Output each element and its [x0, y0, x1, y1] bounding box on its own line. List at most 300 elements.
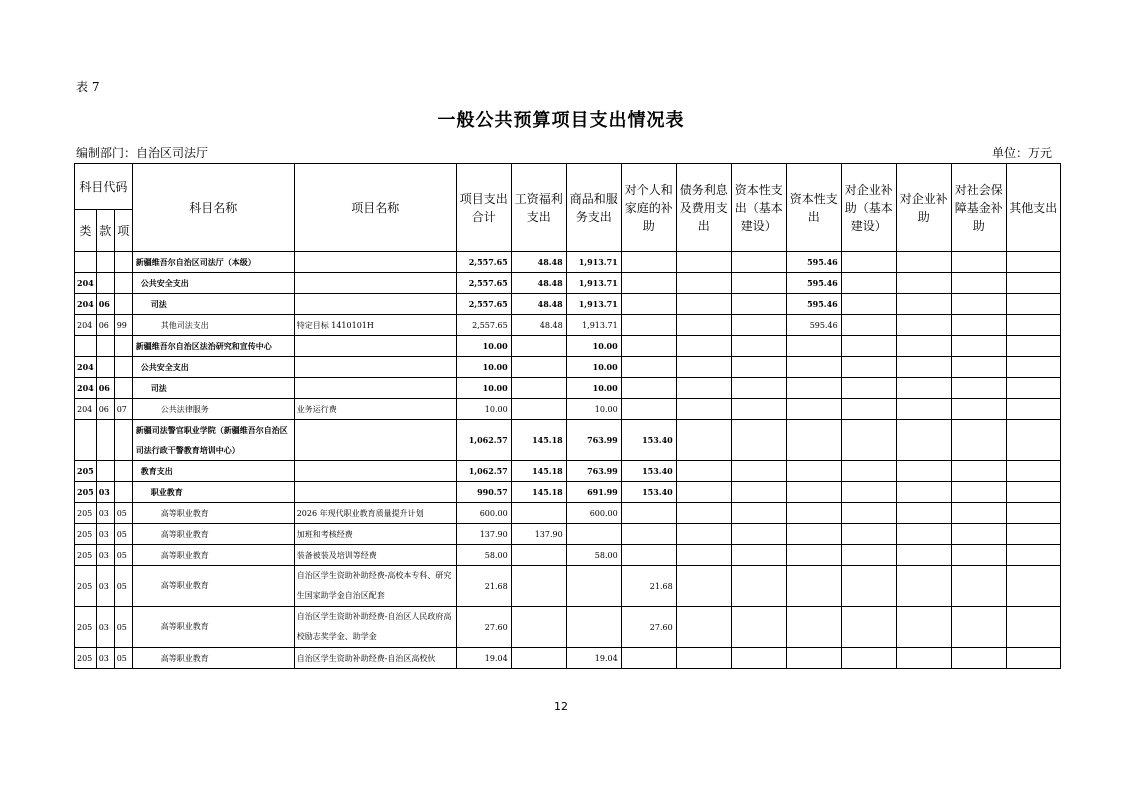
table-row	[75, 273, 1061, 294]
cell-kuan: 03	[96, 648, 114, 669]
cell-project-name	[294, 273, 456, 294]
cell-salary	[511, 607, 566, 648]
table-row	[75, 294, 1061, 315]
cell-personal	[621, 273, 676, 294]
cell-social	[951, 566, 1006, 607]
cell-xiang: 05	[114, 524, 132, 545]
cell-subject-name: 高等职业教育	[132, 566, 294, 607]
cell-kuan: 06	[96, 399, 114, 420]
cell-goods: 58.00	[566, 545, 621, 566]
cell-capital	[786, 545, 841, 566]
cell-social	[951, 524, 1006, 545]
cell-debt	[676, 252, 731, 273]
cell-total: 2,557.65	[456, 315, 511, 336]
cell-capital-basic	[731, 378, 786, 399]
cell-capital-basic	[731, 482, 786, 503]
cell-enterprise	[896, 607, 951, 648]
table-row	[75, 461, 1061, 482]
cell-kuan	[96, 420, 114, 461]
cell-other	[1006, 461, 1060, 482]
cell-salary	[511, 357, 566, 378]
department-label: 编制部门：自治区司法厅	[76, 146, 209, 160]
cell-goods	[566, 566, 621, 607]
table-row	[75, 399, 1061, 420]
cell-kuan: 03	[96, 545, 114, 566]
cell-personal	[621, 294, 676, 315]
cell-capital	[786, 503, 841, 524]
cell-lei: 204	[75, 357, 97, 378]
header-xiang: 项	[114, 210, 132, 252]
cell-xiang	[114, 357, 132, 378]
cell-lei: 205	[75, 461, 97, 482]
cell-subject-name: 新疆维吾尔自治区法治研究和宣传中心	[132, 336, 294, 357]
cell-enterprise-basic	[841, 399, 896, 420]
cell-xiang: 99	[114, 315, 132, 336]
cell-debt	[676, 524, 731, 545]
cell-salary: 48.48	[511, 273, 566, 294]
table-row	[75, 566, 1061, 607]
cell-social	[951, 315, 1006, 336]
cell-total: 19.04	[456, 648, 511, 669]
cell-debt	[676, 503, 731, 524]
cell-capital: 595.46	[786, 294, 841, 315]
header-capital-basic: 资本性支出（基本建设）	[731, 164, 786, 252]
cell-enterprise	[896, 420, 951, 461]
cell-project-name: 装备被装及培训等经费	[294, 545, 456, 566]
cell-personal	[621, 357, 676, 378]
cell-social	[951, 252, 1006, 273]
cell-capital-basic	[731, 648, 786, 669]
cell-capital	[786, 524, 841, 545]
cell-enterprise-basic	[841, 503, 896, 524]
cell-goods: 600.00	[566, 503, 621, 524]
cell-personal	[621, 336, 676, 357]
cell-capital	[786, 648, 841, 669]
cell-subject-name: 司法	[132, 378, 294, 399]
cell-other	[1006, 524, 1060, 545]
cell-enterprise	[896, 315, 951, 336]
cell-xiang	[114, 252, 132, 273]
cell-enterprise-basic	[841, 607, 896, 648]
cell-enterprise	[896, 336, 951, 357]
page-number: 12	[554, 700, 568, 713]
cell-xiang: 05	[114, 607, 132, 648]
cell-kuan	[96, 273, 114, 294]
cell-lei: 205	[75, 482, 97, 503]
header-other: 其他支出	[1006, 164, 1060, 252]
cell-social	[951, 482, 1006, 503]
cell-lei: 205	[75, 566, 97, 607]
cell-salary: 145.18	[511, 482, 566, 503]
cell-total: 27.60	[456, 607, 511, 648]
cell-lei: 205	[75, 503, 97, 524]
cell-lei: 204	[75, 378, 97, 399]
cell-total: 10.00	[456, 336, 511, 357]
cell-project-name: 自治区学生资助补助经费-自治区人民政府高校励志奖学金、助学金	[294, 607, 456, 648]
cell-enterprise-basic	[841, 315, 896, 336]
cell-capital-basic	[731, 420, 786, 461]
cell-subject-name: 高等职业教育	[132, 607, 294, 648]
header-social: 对社会保障基金补助	[951, 164, 1006, 252]
cell-subject-name: 教育支出	[132, 461, 294, 482]
cell-enterprise	[896, 503, 951, 524]
cell-xiang: 05	[114, 566, 132, 607]
cell-xiang: 05	[114, 545, 132, 566]
cell-enterprise-basic	[841, 482, 896, 503]
cell-goods: 19.04	[566, 648, 621, 669]
cell-subject-name: 高等职业教育	[132, 503, 294, 524]
cell-personal	[621, 524, 676, 545]
cell-other	[1006, 273, 1060, 294]
cell-salary	[511, 336, 566, 357]
table-row	[75, 524, 1061, 545]
cell-personal: 153.40	[621, 461, 676, 482]
cell-social	[951, 503, 1006, 524]
cell-kuan: 03	[96, 566, 114, 607]
cell-goods	[566, 607, 621, 648]
cell-xiang	[114, 336, 132, 357]
cell-social	[951, 378, 1006, 399]
table-row	[75, 482, 1061, 503]
table-row	[75, 607, 1061, 648]
cell-debt	[676, 461, 731, 482]
cell-enterprise-basic	[841, 461, 896, 482]
cell-enterprise-basic	[841, 420, 896, 461]
cell-total: 1,062.57	[456, 461, 511, 482]
cell-salary: 48.48	[511, 294, 566, 315]
cell-kuan	[96, 357, 114, 378]
cell-subject-name: 高等职业教育	[132, 545, 294, 566]
cell-total: 2,557.65	[456, 294, 511, 315]
header-enterprise-basic: 对企业补助（基本建设）	[841, 164, 896, 252]
cell-total: 2,557.65	[456, 273, 511, 294]
cell-total: 10.00	[456, 378, 511, 399]
table-row	[75, 420, 1061, 461]
cell-xiang	[114, 461, 132, 482]
cell-enterprise-basic	[841, 524, 896, 545]
cell-lei: 205	[75, 524, 97, 545]
cell-debt	[676, 378, 731, 399]
cell-total: 137.90	[456, 524, 511, 545]
cell-lei	[75, 336, 97, 357]
cell-salary	[511, 566, 566, 607]
cell-debt	[676, 607, 731, 648]
header-kuan: 款	[96, 210, 114, 252]
cell-capital-basic	[731, 315, 786, 336]
cell-debt	[676, 357, 731, 378]
cell-subject-name: 新疆司法警官职业学院（新疆维吾尔自治区司法行政干警教育培训中心）	[132, 420, 294, 461]
cell-capital	[786, 482, 841, 503]
cell-project-name	[294, 252, 456, 273]
cell-subject-name: 公共安全支出	[132, 357, 294, 378]
cell-lei: 204	[75, 294, 97, 315]
table-row	[75, 252, 1061, 273]
cell-goods: 10.00	[566, 357, 621, 378]
cell-project-name	[294, 357, 456, 378]
cell-subject-name: 高等职业教育	[132, 648, 294, 669]
budget-table	[74, 163, 1061, 669]
cell-project-name: 自治区学生资助补助经费-自治区高校伙	[294, 648, 456, 669]
cell-debt	[676, 420, 731, 461]
cell-enterprise-basic	[841, 336, 896, 357]
header-lei: 类	[75, 210, 97, 252]
cell-enterprise	[896, 378, 951, 399]
cell-capital: 595.46	[786, 315, 841, 336]
cell-goods: 763.99	[566, 461, 621, 482]
cell-enterprise-basic	[841, 252, 896, 273]
cell-goods: 10.00	[566, 378, 621, 399]
page-title: 一般公共预算项目支出情况表	[437, 110, 685, 131]
cell-goods: 763.99	[566, 420, 621, 461]
cell-enterprise-basic	[841, 378, 896, 399]
cell-xiang	[114, 420, 132, 461]
cell-enterprise	[896, 566, 951, 607]
table-row	[75, 648, 1061, 669]
cell-kuan: 03	[96, 482, 114, 503]
cell-kuan: 06	[96, 315, 114, 336]
cell-other	[1006, 420, 1060, 461]
cell-enterprise-basic	[841, 566, 896, 607]
cell-total: 1,062.57	[456, 420, 511, 461]
cell-subject-name: 司法	[132, 294, 294, 315]
cell-project-name	[294, 420, 456, 461]
header-personal: 对个人和家庭的补助	[621, 164, 676, 252]
cell-total: 600.00	[456, 503, 511, 524]
cell-capital	[786, 336, 841, 357]
cell-debt	[676, 648, 731, 669]
cell-social	[951, 357, 1006, 378]
cell-kuan: 03	[96, 607, 114, 648]
cell-personal	[621, 378, 676, 399]
header-salary: 工资福利支出	[511, 164, 566, 252]
cell-lei	[75, 420, 97, 461]
cell-project-name	[294, 378, 456, 399]
cell-subject-name: 高等职业教育	[132, 524, 294, 545]
cell-salary	[511, 545, 566, 566]
header-goods: 商品和服务支出	[566, 164, 621, 252]
cell-lei: 204	[75, 273, 97, 294]
cell-lei	[75, 252, 97, 273]
cell-personal	[621, 503, 676, 524]
cell-project-name: 2026 年现代职业教育质量提升计划	[294, 503, 456, 524]
cell-goods: 1,913.71	[566, 252, 621, 273]
cell-kuan	[96, 336, 114, 357]
cell-other	[1006, 566, 1060, 607]
cell-total: 21.68	[456, 566, 511, 607]
cell-capital: 595.46	[786, 252, 841, 273]
cell-subject-name: 公共法律服务	[132, 399, 294, 420]
cell-enterprise	[896, 252, 951, 273]
cell-goods: 10.00	[566, 336, 621, 357]
cell-other	[1006, 545, 1060, 566]
cell-salary: 145.18	[511, 461, 566, 482]
cell-personal: 153.40	[621, 420, 676, 461]
cell-subject-name: 其他司法支出	[132, 315, 294, 336]
cell-goods: 691.99	[566, 482, 621, 503]
cell-capital-basic	[731, 336, 786, 357]
cell-capital-basic	[731, 252, 786, 273]
cell-social	[951, 420, 1006, 461]
cell-social	[951, 399, 1006, 420]
cell-kuan: 03	[96, 524, 114, 545]
cell-capital-basic	[731, 357, 786, 378]
cell-capital-basic	[731, 273, 786, 294]
cell-debt	[676, 566, 731, 607]
cell-other	[1006, 378, 1060, 399]
table-body	[75, 252, 1061, 669]
cell-goods	[566, 524, 621, 545]
cell-project-name	[294, 461, 456, 482]
cell-capital	[786, 566, 841, 607]
cell-social	[951, 545, 1006, 566]
cell-subject-name: 公共安全支出	[132, 273, 294, 294]
cell-project-name: 业务运行费	[294, 399, 456, 420]
cell-enterprise-basic	[841, 273, 896, 294]
cell-personal	[621, 252, 676, 273]
cell-salary: 145.18	[511, 420, 566, 461]
cell-other	[1006, 294, 1060, 315]
cell-social	[951, 273, 1006, 294]
cell-personal	[621, 545, 676, 566]
cell-xiang	[114, 294, 132, 315]
cell-debt	[676, 315, 731, 336]
table-row	[75, 315, 1061, 336]
cell-capital	[786, 378, 841, 399]
cell-goods: 1,913.71	[566, 315, 621, 336]
cell-salary: 48.48	[511, 252, 566, 273]
cell-total: 990.57	[456, 482, 511, 503]
header-project-name: 项目名称	[294, 164, 456, 252]
cell-other	[1006, 252, 1060, 273]
cell-salary	[511, 399, 566, 420]
table-row	[75, 545, 1061, 566]
cell-lei: 204	[75, 399, 97, 420]
cell-project-name: 特定目标 1410101H	[294, 315, 456, 336]
cell-goods: 10.00	[566, 399, 621, 420]
cell-enterprise-basic	[841, 545, 896, 566]
cell-xiang: 07	[114, 399, 132, 420]
cell-capital-basic	[731, 399, 786, 420]
cell-salary	[511, 648, 566, 669]
cell-enterprise	[896, 648, 951, 669]
table-row	[75, 378, 1061, 399]
cell-other	[1006, 482, 1060, 503]
cell-xiang: 05	[114, 503, 132, 524]
cell-xiang: 05	[114, 648, 132, 669]
cell-project-name	[294, 482, 456, 503]
table-row	[75, 503, 1061, 524]
cell-personal: 27.60	[621, 607, 676, 648]
cell-capital-basic	[731, 461, 786, 482]
cell-other	[1006, 315, 1060, 336]
cell-enterprise	[896, 482, 951, 503]
cell-xiang	[114, 482, 132, 503]
cell-enterprise	[896, 399, 951, 420]
cell-capital-basic	[731, 545, 786, 566]
cell-debt	[676, 336, 731, 357]
cell-capital	[786, 357, 841, 378]
cell-capital	[786, 399, 841, 420]
cell-debt	[676, 273, 731, 294]
cell-personal	[621, 399, 676, 420]
cell-personal	[621, 648, 676, 669]
cell-salary: 137.90	[511, 524, 566, 545]
cell-personal	[621, 315, 676, 336]
cell-other	[1006, 503, 1060, 524]
cell-capital-basic	[731, 503, 786, 524]
cell-enterprise	[896, 357, 951, 378]
cell-capital-basic	[731, 566, 786, 607]
cell-total: 10.00	[456, 357, 511, 378]
cell-salary	[511, 503, 566, 524]
cell-xiang	[114, 273, 132, 294]
unit-label: 单位：万元	[991, 146, 1052, 160]
cell-goods: 1,913.71	[566, 273, 621, 294]
cell-lei: 205	[75, 607, 97, 648]
cell-social	[951, 607, 1006, 648]
cell-project-name: 加班和考核经费	[294, 524, 456, 545]
cell-other	[1006, 607, 1060, 648]
cell-other	[1006, 648, 1060, 669]
cell-enterprise	[896, 294, 951, 315]
cell-social	[951, 336, 1006, 357]
table-number: 表 7	[76, 80, 100, 94]
cell-total: 58.00	[456, 545, 511, 566]
cell-other	[1006, 357, 1060, 378]
cell-other	[1006, 336, 1060, 357]
cell-enterprise-basic	[841, 294, 896, 315]
cell-other	[1006, 399, 1060, 420]
header-enterprise: 对企业补助	[896, 164, 951, 252]
header-total: 项目支出合计	[456, 164, 511, 252]
cell-capital	[786, 461, 841, 482]
cell-debt	[676, 399, 731, 420]
cell-lei: 205	[75, 648, 97, 669]
cell-salary	[511, 378, 566, 399]
cell-debt	[676, 545, 731, 566]
cell-kuan: 06	[96, 378, 114, 399]
cell-lei: 204	[75, 315, 97, 336]
cell-kuan	[96, 252, 114, 273]
cell-kuan: 03	[96, 503, 114, 524]
cell-xiang	[114, 378, 132, 399]
header-code-group: 科目代码	[75, 164, 133, 210]
cell-total: 2,557.65	[456, 252, 511, 273]
table-row	[75, 336, 1061, 357]
cell-personal: 153.40	[621, 482, 676, 503]
cell-enterprise-basic	[841, 357, 896, 378]
cell-social	[951, 294, 1006, 315]
cell-capital-basic	[731, 607, 786, 648]
table-row	[75, 357, 1061, 378]
cell-capital: 595.46	[786, 273, 841, 294]
header-debt: 债务利息及费用支出	[676, 164, 731, 252]
cell-enterprise	[896, 545, 951, 566]
cell-debt	[676, 294, 731, 315]
cell-capital-basic	[731, 294, 786, 315]
cell-project-name: 自治区学生资助补助经费-高校本专科、研究生国家助学金自治区配套	[294, 566, 456, 607]
cell-project-name	[294, 336, 456, 357]
cell-goods: 1,913.71	[566, 294, 621, 315]
cell-enterprise	[896, 273, 951, 294]
cell-social	[951, 461, 1006, 482]
cell-capital-basic	[731, 524, 786, 545]
cell-enterprise	[896, 524, 951, 545]
cell-project-name	[294, 294, 456, 315]
cell-subject-name: 职业教育	[132, 482, 294, 503]
cell-enterprise-basic	[841, 648, 896, 669]
cell-lei: 205	[75, 545, 97, 566]
